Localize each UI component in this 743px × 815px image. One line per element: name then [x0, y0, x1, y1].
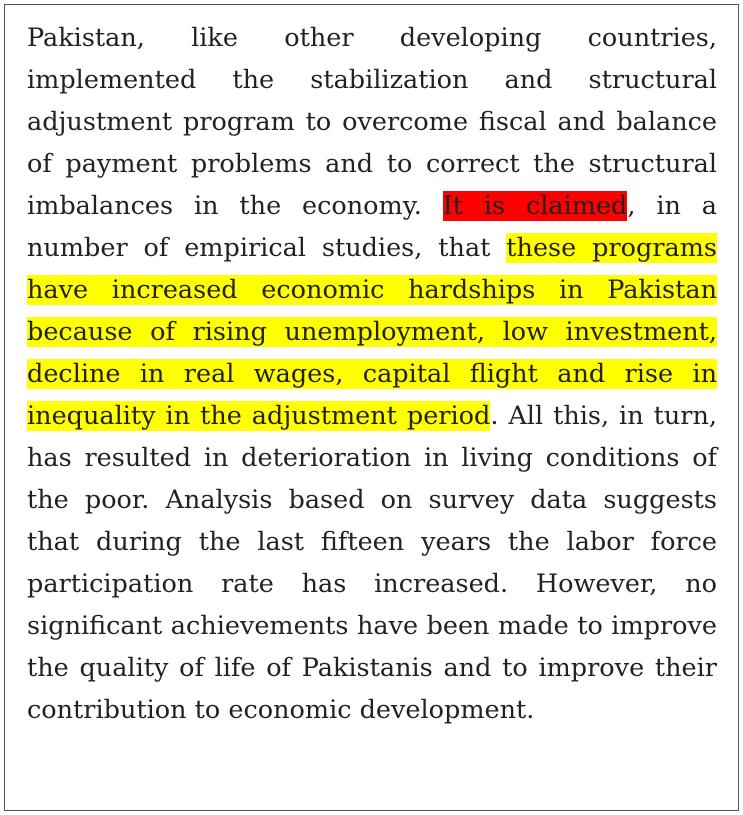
yellow-highlight: these programs have increased economic hardships in Pakistan because of rising unemployment, low investment, decline in real wages, capital flight and rise in inequality in the adjustment period	[27, 233, 717, 431]
red-highlight: It is claimed	[442, 191, 628, 221]
text-before: Pakistan, like other developing countries, implemented the stabilization and structural adjustment program to overcome fiscal and balance of payment problems and to correct the structural imbalances in the economy.	[27, 23, 717, 221]
paragraph	[27, 17, 717, 731]
text-box	[4, 4, 739, 811]
text-after: . All this, in turn, has resulted in deterioration in living conditions of the poor. Analysis based on survey data suggests that during the last fifteen years the labor force participation rate has increased. However, no significant achievements have been made to improve the quality of life of Pakistanis and to improve their contribution to economic development.	[27, 401, 717, 725]
text-middle: , in a number of empirical studies, that	[27, 191, 718, 263]
